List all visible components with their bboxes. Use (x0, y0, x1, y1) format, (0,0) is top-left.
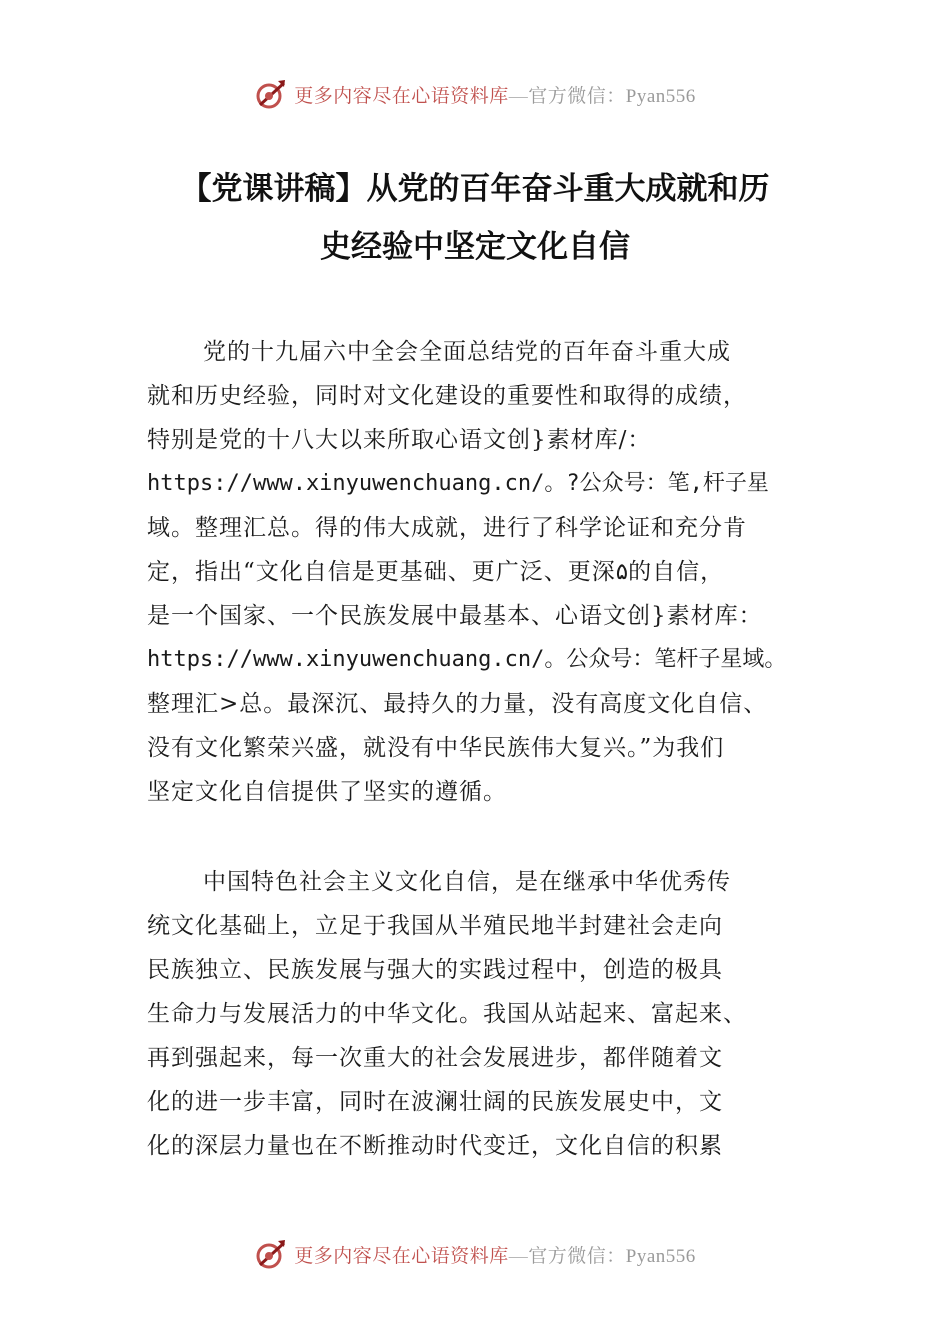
brand-logo-icon (254, 1237, 288, 1271)
text-line: 化的进一步丰富，同时在波澜壮阔的民族发展史中，文 (147, 1089, 723, 1115)
footer-watermark (0, 1232, 950, 1276)
title-line: 史经验中坚定文化自信 (320, 229, 630, 265)
watermark-text (294, 81, 696, 108)
text-line: 中国特色社会主义文化自信，是在继承中华优秀传 (203, 869, 731, 895)
text-line: 党的十九届六中全会全面总结党的百年奋斗重大成 (203, 339, 731, 365)
header-watermark (0, 72, 950, 116)
text-line: https://www.xinyuwenchuang.cn/。公众号：笔杆子星域。 (147, 647, 787, 672)
watermark-dash: — (508, 85, 529, 107)
title-line: 【党课讲稿】从党的百年奋斗重大成就和历 (180, 171, 770, 207)
text-line: 定，指出“文化自信是更基础、更广泛、更深۵的自信， (147, 559, 725, 585)
text-line: https://www.xinyuwenchuang.cn/。?公众号：笔,杆子星 (147, 471, 769, 496)
document-title (110, 160, 840, 276)
watermark-text (294, 1241, 696, 1268)
paragraph-1 (147, 330, 847, 814)
text-line: 生命力与发展活力的中华文化。我国从站起来、富起来、 (147, 1001, 747, 1027)
watermark-main: 更多内容尽在心语资料库 (294, 1245, 509, 1267)
text-line: 统文化基础上，立足于我国从半殖民地半封建社会走向 (147, 913, 723, 939)
text-line: 没有文化繁荣兴盛，就没有中华民族伟大复兴。”为我们 (147, 735, 725, 761)
text-line: 坚定文化自信提供了坚实的遵循。 (147, 779, 507, 805)
watermark-main: 更多内容尽在心语资料库 (294, 85, 509, 107)
watermark-sub: 官方微信： (528, 85, 626, 107)
brand-logo-icon (254, 77, 288, 111)
text-line: 再到强起来，每一次重大的社会发展进步，都伴随着文 (147, 1045, 723, 1071)
text-line: 是一个国家、一个民族发展中最基本、心语文创}素材库： (147, 603, 763, 629)
watermark-wechat: Pyan556 (625, 85, 696, 107)
watermark-sub: 官方微信： (528, 1245, 626, 1267)
text-line: 就和历史经验，同时对文化建设的重要性和取得的成绩， (147, 383, 747, 409)
watermark-dash: — (508, 1245, 529, 1267)
text-line: 域。整理汇总。得的伟大成就，进行了科学论证和充分肯 (147, 515, 747, 541)
text-line: 民族独立、民族发展与强大的实践过程中，创造的极具 (147, 957, 723, 983)
text-line: 整理汇>总。最深沉、最持久的力量，没有高度文化自信、 (147, 691, 768, 717)
paragraph-2 (147, 860, 847, 1168)
text-line: 特别是党的十八大以来所取心语文创}素材库/： (147, 427, 652, 453)
text-line: 化的深层力量也在不断推动时代变迁，文化自信的积累 (147, 1133, 723, 1159)
watermark-wechat: Pyan556 (625, 1245, 696, 1267)
